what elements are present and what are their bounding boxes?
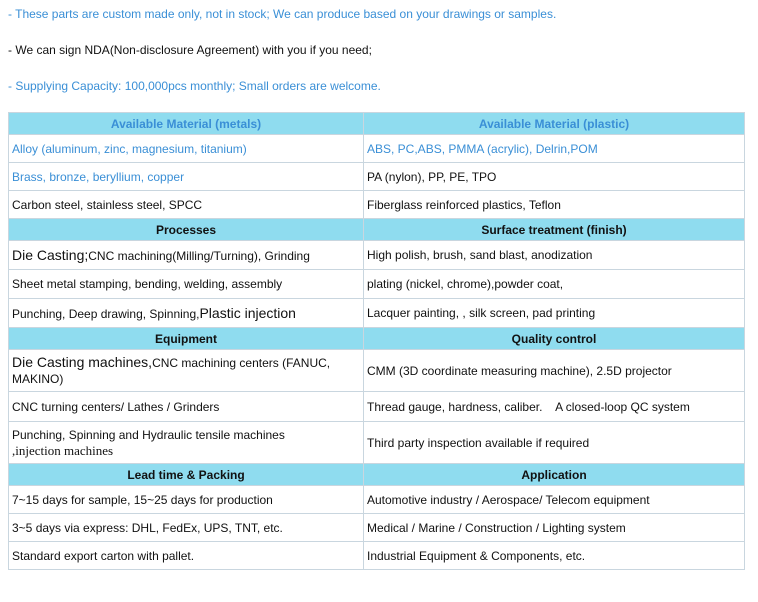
metal-alloy: Alloy (aluminum, zinc, magnesium, titanium): [9, 135, 364, 163]
process-die-casting-lead: Die Casting;: [12, 246, 89, 263]
process-sheet-metal: Sheet metal stamping, bending, welding, assembly: [9, 270, 364, 299]
header-row-processes: [9, 219, 745, 241]
application-medical: Medical / Marine / Construction / Lighting system: [364, 514, 745, 542]
table-row: [9, 135, 745, 163]
leadtime-express: 3~5 days via express: DHL, FedEx, UPS, TNT, etc.: [9, 514, 364, 542]
equipment-punching: [9, 422, 364, 464]
plastic-abs: ABS, PC,ABS, PMMA (acrylic), Delrin,POM: [364, 135, 745, 163]
table-row: [9, 542, 745, 570]
plastic-fiberglass: Fiberglass reinforced plastics, Teflon: [364, 191, 745, 219]
table-row: [9, 163, 745, 191]
header-equipment: Equipment: [9, 328, 364, 350]
header-application: Application: [364, 464, 745, 486]
leadtime-sample: 7~15 days for sample, 15~25 days for production: [9, 486, 364, 514]
table-row: [9, 350, 745, 392]
metal-steel: Carbon steel, stainless steel, SPCC: [9, 191, 364, 219]
process-plastic-injection: Plastic injection: [199, 304, 296, 321]
application-automotive: Automotive industry / Aerospace/ Telecom equipment: [364, 486, 745, 514]
intro-line-capacity: - Supplying Capacity: 100,000pcs monthly; Small orders are welcome.: [8, 79, 381, 93]
process-punching-lead: Punching, Deep drawing, Spinning,: [12, 306, 200, 321]
header-row-equipment: [9, 328, 745, 350]
quality-cmm: CMM (3D coordinate measuring machine), 2.5D projector: [364, 350, 745, 392]
table-row: [9, 241, 745, 270]
equipment-die-casting-lead: Die Casting machines,: [12, 354, 153, 370]
header-leadtime: Lead time & Packing: [9, 464, 364, 486]
table-row: [9, 191, 745, 219]
equipment-punching-lead: Punching, Spinning and Hydraulic tensile machines: [12, 427, 285, 442]
table-row: [9, 422, 745, 464]
leadtime-carton: Standard export carton with pallet.: [9, 542, 364, 570]
header-metals: Available Material (metals): [9, 113, 364, 135]
quality-thread-gauge: Thread gauge, hardness, caliber. A closed-loop QC system: [364, 392, 745, 422]
intro-line-custom: - These parts are custom made only, not in stock; We can produce based on your drawings or samples.: [8, 7, 557, 21]
metal-brass: Brass, bronze, beryllium, copper: [9, 163, 364, 191]
process-cnc: CNC machining(Milling/Turning), Grinding: [88, 248, 310, 263]
header-row-materials: [9, 113, 745, 135]
spec-table: [8, 112, 745, 570]
quality-third-party: Third party inspection available if required: [364, 422, 745, 464]
header-surface: Surface treatment (finish): [364, 219, 745, 241]
intro-line-nda: - We can sign NDA(Non-disclosure Agreement) with you if you need;: [8, 43, 372, 57]
table-row: [9, 299, 745, 328]
surface-polish: High polish, brush, sand blast, anodization: [364, 241, 745, 270]
surface-plating: plating (nickel, chrome),powder coat,: [364, 270, 745, 299]
surface-lacquer: Lacquer painting, , silk screen, pad printing: [364, 299, 745, 328]
header-processes: Processes: [9, 219, 364, 241]
header-quality: Quality control: [364, 328, 745, 350]
application-industrial: Industrial Equipment & Components, etc.: [364, 542, 745, 570]
equipment-die-casting: [9, 350, 364, 392]
table-row: [9, 392, 745, 422]
header-plastic: Available Material (plastic): [364, 113, 745, 135]
table-row: [9, 270, 745, 299]
process-punching: [9, 299, 364, 328]
header-row-leadtime: [9, 464, 745, 486]
plastic-pa: PA (nylon), PP, PE, TPO: [364, 163, 745, 191]
table-row: [9, 486, 745, 514]
equipment-cnc-centers: CNC machining centers (FANUC, MAKINO): [12, 356, 331, 386]
table-row: [9, 514, 745, 542]
process-die-casting: [9, 241, 364, 270]
equipment-turning: CNC turning centers/ Lathes / Grinders: [9, 392, 364, 422]
equipment-injection: ,injection machines: [12, 442, 114, 458]
